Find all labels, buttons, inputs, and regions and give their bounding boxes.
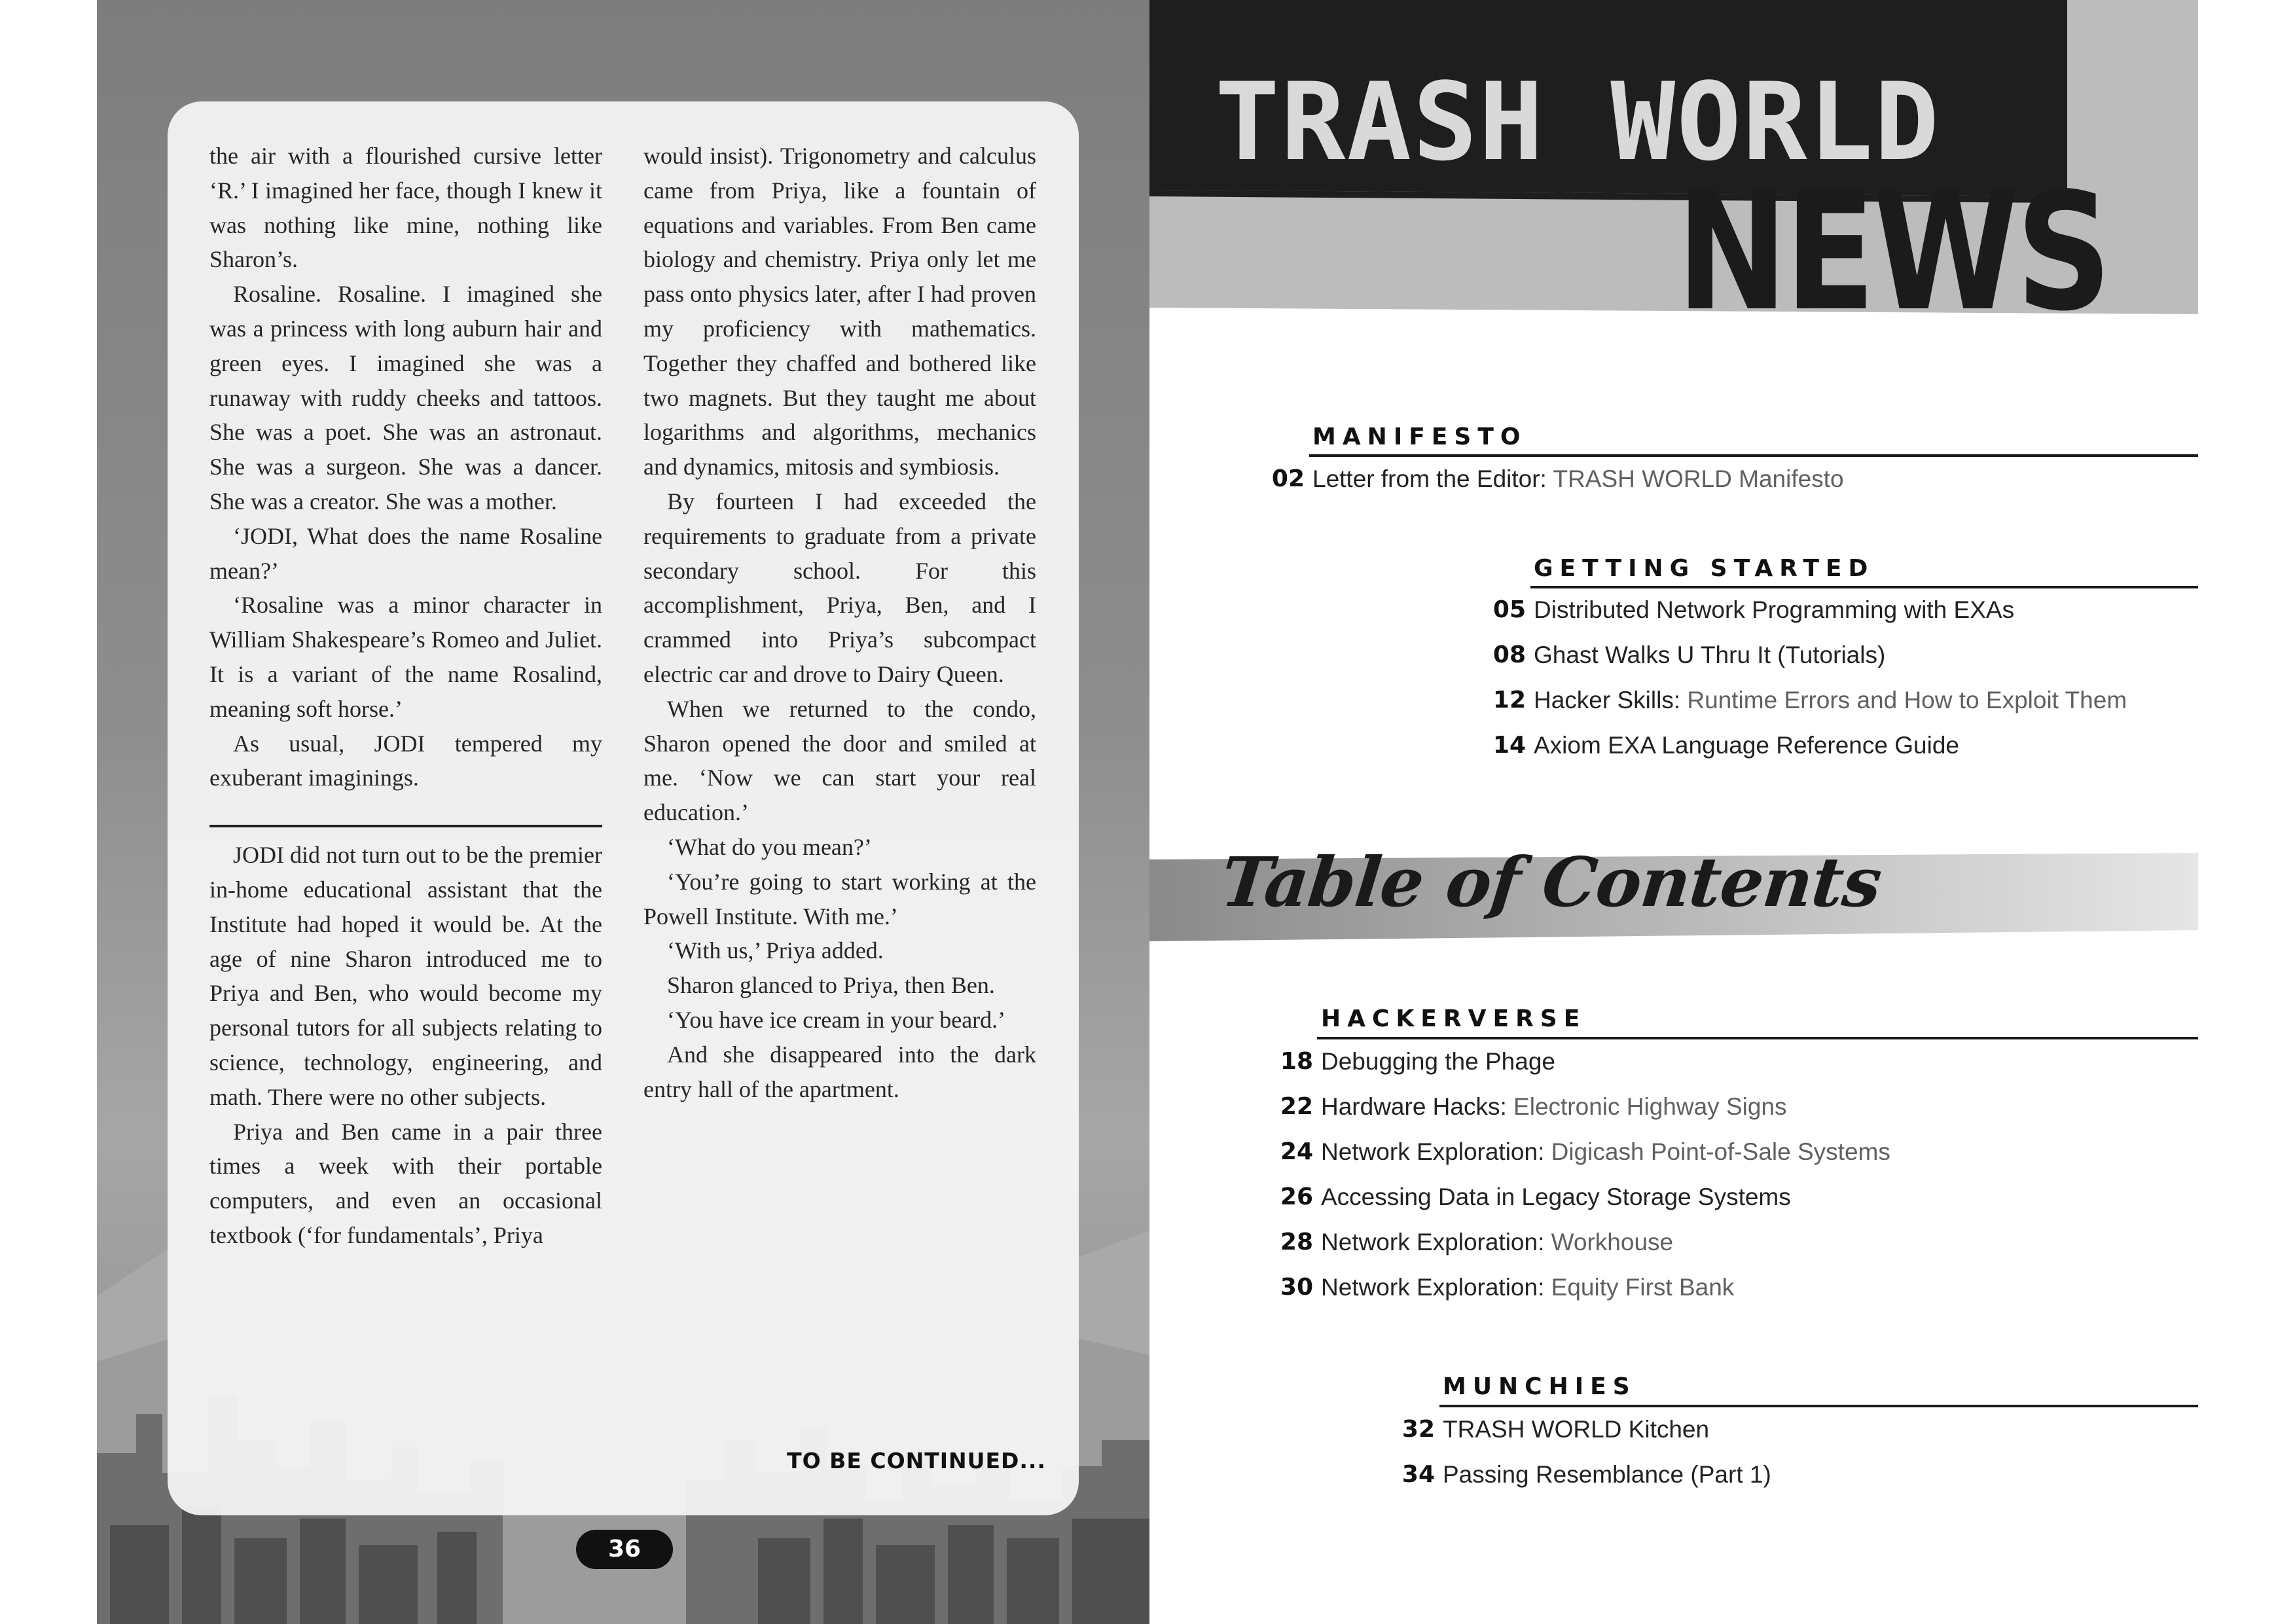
story-paragraph: As usual, JODI tempered my exuberant imaginings. [209, 730, 602, 791]
toc-page-number: 28 [1280, 1229, 1313, 1255]
toc-entry-subtitle: Electronic Highway Signs [1506, 1093, 1787, 1120]
story-paragraph: ‘With us,’ Priya added. [667, 937, 884, 964]
toc-section-heading: GETTING STARTED [1534, 555, 1875, 582]
toc-page-number: 12 [1492, 687, 1526, 713]
toc-entry-title: Network Exploration: [1321, 1229, 1545, 1255]
left-page [97, 0, 1149, 1624]
toc-page-number: 24 [1280, 1138, 1313, 1165]
story-paragraph: JODI did not turn out to be the premier in-home educational assistant that the Institute had hoped it would be. At the age of nine Sharon introduced me to Priya and Ben, who would become my personal tutors for all subjects relating to science, technology, engineering, and math. There were no other subjects. [209, 842, 602, 1110]
story-paragraph: By fourteen I had exceeded the requirements to graduate from a private secondary school. For this accomplishment, Priya, Ben, and I crammed into Priya’s subcompact electric car and drove to Dairy Queen. [643, 488, 1036, 687]
story-paragraph: When we returned to the condo, Sharon opened the door and smiled at me. ‘Now we can start your real education.’ [643, 695, 1036, 826]
issue-label: ISSUE 1 [2118, 41, 2141, 162]
scene-break-divider [209, 825, 602, 827]
story-paragraph: would insist). Trigonometry and calculus came from Priya, like a fountain of equations and variables. From Ben came biology and chemistry. Priya only let me pass onto physics later, after I had proven my proficiency with mathematics. Together they chaffed and bothered like two magnets. But they taught me about logarithms and algorithms, mechanics and dynamics, mitosis and symbiosis. [643, 143, 1036, 480]
toc-entry-title: Distributed Network Programming with EXAs [1534, 596, 2015, 623]
story-paragraph: ‘What do you mean?’ [667, 833, 872, 860]
toc-page-number: 30 [1280, 1274, 1313, 1301]
toc-entry-title: Axiom EXA Language Reference Guide [1534, 732, 1959, 759]
story-paragraph: Rosaline. Rosaline. I imagined she was a princess with long auburn hair and green eyes. I imagined she was a runaway with ruddy cheeks and tattoos. She was a poet. She was an astronaut. She was a surgeon. She was a dancer. She was a creator. She was a mother. [209, 281, 602, 514]
story-paragraph: ‘You’re going to start working at the Powell Institute. With me.’ [643, 868, 1036, 929]
toc-entry-title: Network Exploration: [1321, 1274, 1545, 1301]
toc-entry-title: Ghast Walks U Thru It (Tutorials) [1534, 641, 1886, 668]
story-paragraph: Sharon glanced to Priya, then Ben. [667, 972, 995, 999]
toc-page-number: 14 [1492, 732, 1526, 759]
section-rule [1439, 1405, 2198, 1407]
toc-page-number: 08 [1492, 641, 1526, 668]
toc-entry-title: Hardware Hacks: [1321, 1093, 1507, 1120]
toc-entry-title: Passing Resemblance (Part 1) [1443, 1461, 1771, 1488]
section-rule [1309, 454, 2198, 457]
toc-entry-subtitle: Equity First Bank [1544, 1274, 1735, 1301]
story-paragraph: Priya and Ben came in a pair three times a week with their portable computers, and even an occasional textbook (‘for fundamentals’, Priya [209, 1118, 602, 1248]
story-paragraph: ‘Rosaline was a minor character in William Shakespeare’s Romeo and Juliet. It is a variant of the name Rosalind, meaning soft horse.’ [209, 592, 602, 722]
story-paragraph: ‘You have ice cream in your beard.’ [667, 1006, 1006, 1033]
table-of-contents-title: Table of Contents [1217, 842, 1885, 922]
toc-section-heading: MANIFESTO [1312, 424, 1527, 450]
toc-page-number: 32 [1401, 1416, 1435, 1443]
toc-entry-title: TRASH WORLD Kitchen [1443, 1416, 1710, 1443]
toc-section-heading: MUNCHIES [1443, 1373, 1636, 1400]
toc-page-number: 02 [1271, 465, 1305, 492]
toc-entry-title: Accessing Data in Legacy Storage Systems [1321, 1183, 1791, 1210]
toc-page-number: 26 [1280, 1183, 1313, 1210]
toc-page-number: 34 [1401, 1461, 1435, 1488]
toc-entry-title: Hacker Skills: [1534, 687, 1681, 713]
toc-entry-title: Letter from the Editor: [1312, 465, 1547, 492]
toc-section-heading: HACKERVERSE [1321, 1005, 1587, 1032]
page-number-badge: 36 [576, 1530, 673, 1569]
magazine-subtitle-news: NEWS [1676, 158, 2109, 347]
toc-page-number: 22 [1280, 1093, 1313, 1120]
section-rule [1317, 1037, 2198, 1039]
to-be-continued-label: TO BE CONTINUED... [787, 1448, 1046, 1473]
magazine-title: TRASH WORLD [1215, 60, 1941, 185]
toc-entry-subtitle: Runtime Errors and How to Exploit Them [1680, 687, 2127, 713]
story-paragraph: the air with a flourished cursive letter ‘R.’ I imagined her face, though I knew it was nothing like mine, nothing like Sharon’s. [209, 143, 602, 273]
toc-entry-title: Debugging the Phage [1321, 1048, 1555, 1075]
toc-entry-subtitle: Digicash Point-of-Sale Systems [1544, 1138, 1890, 1165]
right-page [1149, 0, 2198, 1624]
story-column-2 [643, 139, 1036, 1106]
toc-entry-title: Network Exploration: [1321, 1138, 1545, 1165]
toc-entry-subtitle: Workhouse [1544, 1229, 1674, 1255]
story-paragraph: ‘JODI, What does the name Rosaline mean?’ [209, 522, 602, 584]
toc-page-number: 05 [1492, 596, 1526, 623]
toc-page-number: 18 [1280, 1048, 1313, 1075]
toc-entry-subtitle: TRASH WORLD Manifesto [1546, 465, 1844, 492]
story-column-1 [209, 139, 602, 1253]
section-rule [1530, 586, 2198, 588]
story-paragraph: And she disappeared into the dark entry hall of the apartment. [643, 1041, 1036, 1102]
